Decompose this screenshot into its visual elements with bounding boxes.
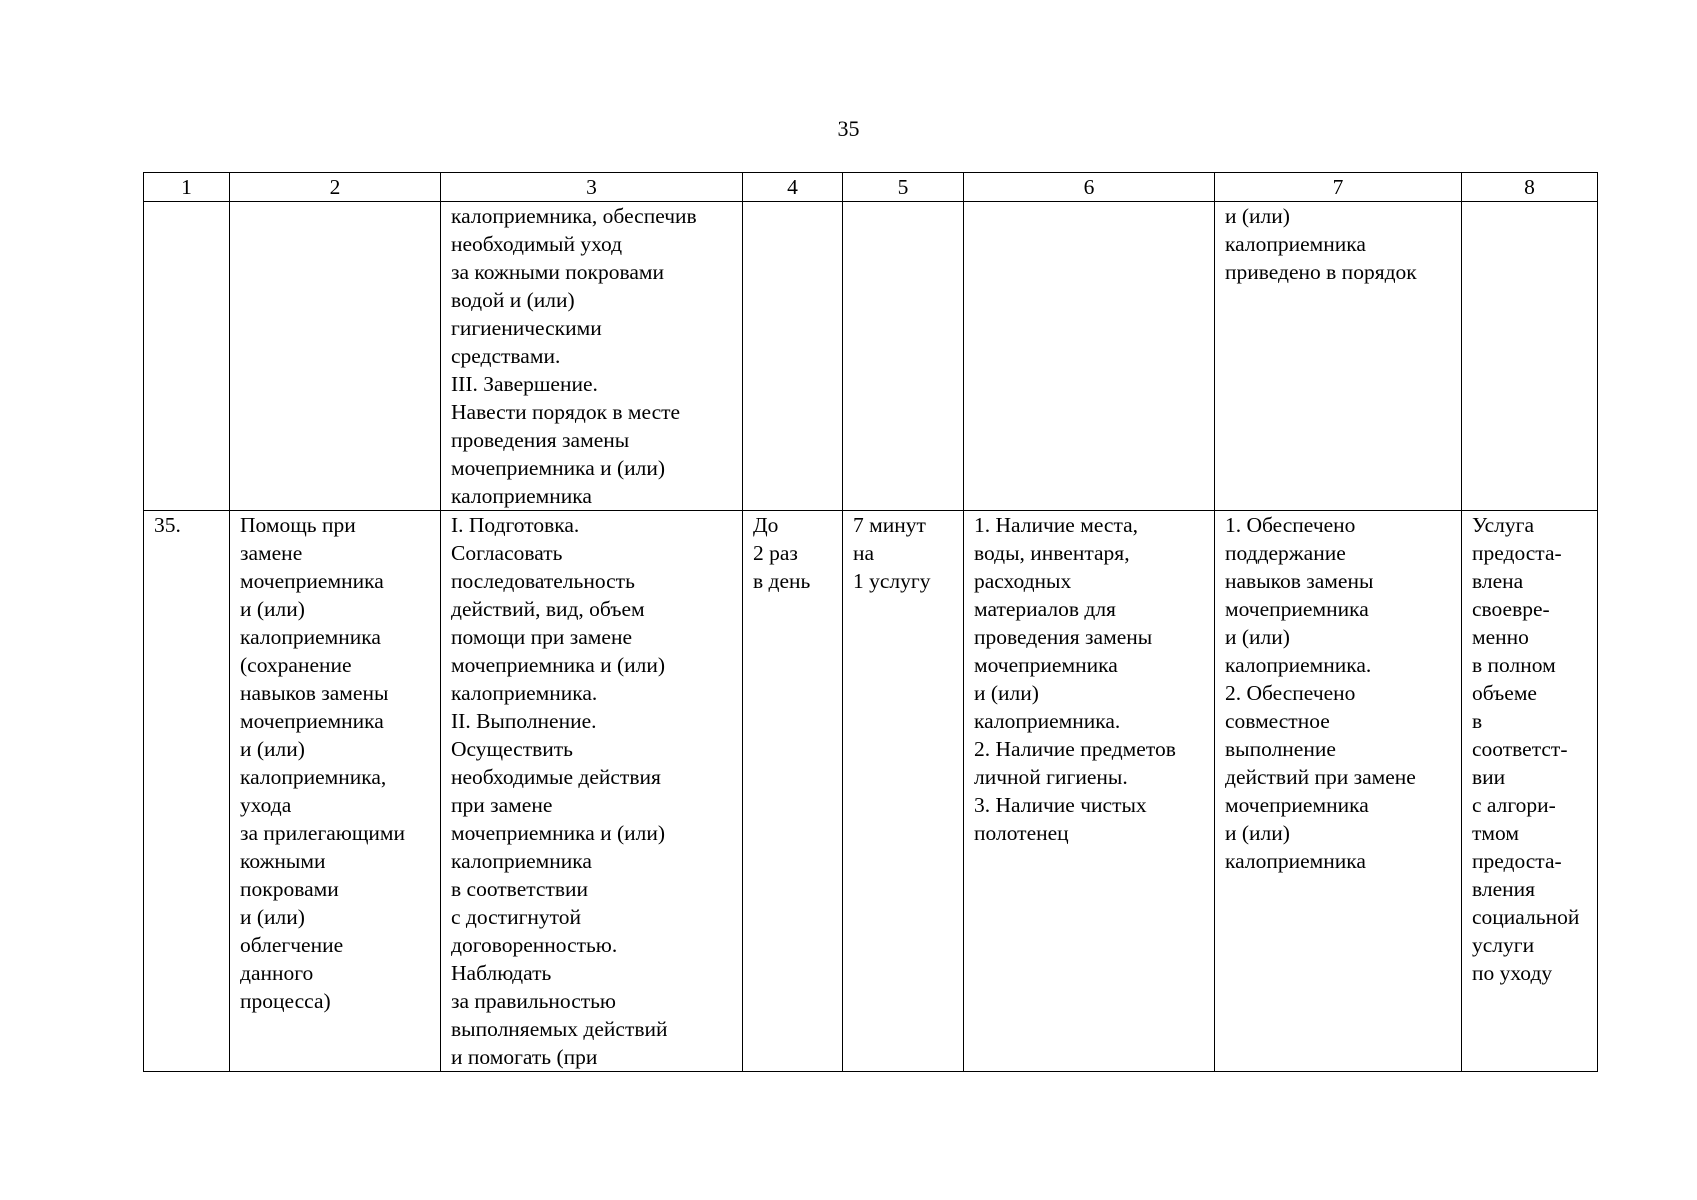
- table-cell: [230, 202, 441, 511]
- cell-text-line: калоприемника.: [1225, 653, 1372, 677]
- cell-text-line: мочеприемника: [1225, 597, 1369, 621]
- cell-text-line: Наблюдать: [451, 961, 552, 985]
- cell-text-line: ухода: [240, 793, 292, 817]
- cell-text-line: мочеприемника и (или): [451, 456, 666, 480]
- cell-text-line: средствами.: [451, 344, 561, 368]
- col-header: 8: [1462, 173, 1598, 202]
- cell-text-line: Осуществить: [451, 737, 573, 761]
- cell-text-line: калоприемника.: [451, 681, 598, 705]
- table-cell: [1462, 202, 1598, 511]
- col-header: 5: [843, 173, 964, 202]
- cell-text-line: мочеприемника: [240, 569, 384, 593]
- cell-text-line: и (или): [240, 737, 305, 761]
- table-cell: [441, 511, 743, 1072]
- cell-text-line: по уходу: [1472, 961, 1553, 985]
- col-header: 2: [230, 173, 441, 202]
- cell-text-line: калоприемника: [451, 484, 592, 508]
- col-header: 1: [144, 173, 230, 202]
- cell-text-line: мочеприемника: [974, 653, 1118, 677]
- cell-text-line: полотенец: [974, 821, 1069, 845]
- cell-text-line: 2. Наличие предметов: [974, 737, 1176, 761]
- cell-text-line: (сохранение: [240, 653, 352, 677]
- cell-text-line: предоста-: [1472, 541, 1562, 565]
- col-header: 4: [743, 173, 843, 202]
- cell-text-line: гигиеническими: [451, 316, 602, 340]
- cell-text-line: мочеприемника: [240, 709, 384, 733]
- cell-text-line: процесса): [240, 989, 331, 1013]
- cell-text-line: объеме: [1472, 681, 1537, 705]
- cell-text-line: выполняемых действий: [451, 1017, 668, 1041]
- cell-text-line: необходимые действия: [451, 765, 661, 789]
- table-cell: [743, 202, 843, 511]
- cell-text-line: 1. Обеспечено: [1225, 513, 1356, 537]
- cell-text-line: вии: [1472, 765, 1506, 789]
- table-cell: [1215, 511, 1462, 1072]
- cell-text-line: последовательность: [451, 569, 635, 593]
- table-cell: [843, 202, 964, 511]
- table-cell: [964, 202, 1215, 511]
- cell-text-line: навыков замены: [240, 681, 389, 705]
- table-cell: [843, 511, 964, 1072]
- table-cell: [1215, 202, 1462, 511]
- cell-text-line: и (или): [240, 597, 305, 621]
- cell-text-line: 7 минут: [853, 513, 926, 537]
- cell-text-line: мочеприемника: [1225, 793, 1369, 817]
- cell-text-line: водой и (или): [451, 288, 575, 312]
- cell-text-line: Согласовать: [451, 541, 563, 565]
- cell-text-line: 1 услугу: [853, 569, 931, 593]
- cell-text-line: за кожными покровами: [451, 260, 664, 284]
- cell-text-line: соответст-: [1472, 737, 1568, 761]
- table-cell: [1462, 511, 1598, 1072]
- cell-text-line: своевре-: [1472, 597, 1550, 621]
- cell-text-line: Помощь при: [240, 513, 356, 537]
- table-row: [144, 202, 1598, 511]
- cell-text-line: замене: [240, 541, 303, 565]
- cell-text-line: с достигнутой: [451, 905, 582, 929]
- cell-text-line: предоста-: [1472, 849, 1562, 873]
- cell-text-line: совместное: [1225, 709, 1330, 733]
- cell-text-line: расходных: [974, 569, 1072, 593]
- cell-text-line: поддержание: [1225, 541, 1346, 565]
- page-number: 35: [837, 116, 860, 141]
- cell-text-line: калоприемника: [1225, 849, 1366, 873]
- cell-text-line: в: [1472, 709, 1483, 733]
- cell-text-line: на: [853, 541, 875, 565]
- cell-text-line: с алгори-: [1472, 793, 1556, 817]
- cell-text-line: мочеприемника и (или): [451, 653, 666, 677]
- cell-text-line: 1. Наличие места,: [974, 513, 1139, 537]
- cell-text-line: проведения замены: [451, 428, 630, 452]
- cell-text-line: и (или): [1225, 625, 1290, 649]
- cell-text-line: действий при замене: [1225, 765, 1416, 789]
- cell-text-line: и (или): [974, 681, 1039, 705]
- cell-text-line: за правильностью: [451, 989, 616, 1013]
- cell-text-line: кожными: [240, 849, 326, 873]
- cell-text-line: калоприемника,: [240, 765, 387, 789]
- cell-text-line: помощи при замене: [451, 625, 633, 649]
- cell-text-line: действий, вид, объем: [451, 597, 645, 621]
- table-cell: [144, 511, 230, 1072]
- table-cell: [144, 202, 230, 511]
- cell-text-line: I. Подготовка.: [451, 513, 580, 537]
- cell-text-line: II. Выполнение.: [451, 709, 597, 733]
- cell-text-line: менно: [1472, 625, 1529, 649]
- cell-text-line: До: [753, 513, 779, 537]
- cell-text-line: приведено в порядок: [1225, 260, 1417, 284]
- cell-text-line: вления: [1472, 877, 1536, 901]
- cell-text-line: данного: [240, 961, 314, 985]
- cell-text-line: калоприемника: [451, 849, 592, 873]
- cell-text-line: необходимый уход: [451, 232, 623, 256]
- cell-text-line: социальной: [1472, 905, 1580, 929]
- cell-text-line: III. Завершение.: [451, 372, 598, 396]
- cell-text-line: договоренностью.: [451, 933, 618, 957]
- cell-text-line: калоприемника: [1225, 232, 1366, 256]
- cell-text-line: 3. Наличие чистых: [974, 793, 1147, 817]
- cell-text-line: 2 раз: [753, 541, 798, 565]
- cell-text-line: выполнение: [1225, 737, 1336, 761]
- cell-text-line: тмом: [1472, 821, 1519, 845]
- cell-text-line: в соответствии: [451, 877, 589, 901]
- table-cell: [743, 511, 843, 1072]
- cell-text-line: и помогать (при: [451, 1045, 598, 1069]
- cell-text-line: и (или): [1225, 821, 1290, 845]
- cell-text-line: при замене: [451, 793, 553, 817]
- cell-text-line: покровами: [240, 877, 339, 901]
- cell-text-line: калоприемника.: [974, 709, 1121, 733]
- table-cell: [230, 511, 441, 1072]
- table-row: [144, 511, 1598, 1072]
- cell-text-line: Навести порядок в месте: [451, 400, 681, 424]
- cell-text-line: калоприемника, обеспечив: [451, 204, 697, 228]
- cell-text-line: материалов для: [974, 597, 1116, 621]
- cell-text-line: в день: [753, 569, 811, 593]
- cell-text-line: облегчение: [240, 933, 344, 957]
- col-header: 7: [1215, 173, 1462, 202]
- table-cell: [964, 511, 1215, 1072]
- cell-text-line: и (или): [240, 905, 305, 929]
- cell-text-line: личной гигиены.: [974, 765, 1128, 789]
- cell-text-line: навыков замены: [1225, 569, 1374, 593]
- cell-text-line: за прилегающими: [240, 821, 406, 845]
- col-header: 6: [964, 173, 1215, 202]
- col-header: 3: [441, 173, 743, 202]
- cell-text-line: 35.: [154, 513, 181, 537]
- cell-text-line: мочеприемника и (или): [451, 821, 666, 845]
- cell-text-line: услуги: [1472, 933, 1535, 957]
- cell-text-line: и (или): [1225, 204, 1290, 228]
- services-table: [143, 172, 1598, 1072]
- cell-text-line: в полном: [1472, 653, 1556, 677]
- cell-text-line: воды, инвентаря,: [974, 541, 1130, 565]
- cell-text-line: 2. Обеспечено: [1225, 681, 1356, 705]
- table-cell: [441, 202, 743, 511]
- header-row: [144, 173, 1598, 202]
- cell-text-line: проведения замены: [974, 625, 1153, 649]
- cell-text-line: Услуга: [1472, 513, 1535, 537]
- cell-text-line: влена: [1472, 569, 1524, 593]
- cell-text-line: калоприемника: [240, 625, 381, 649]
